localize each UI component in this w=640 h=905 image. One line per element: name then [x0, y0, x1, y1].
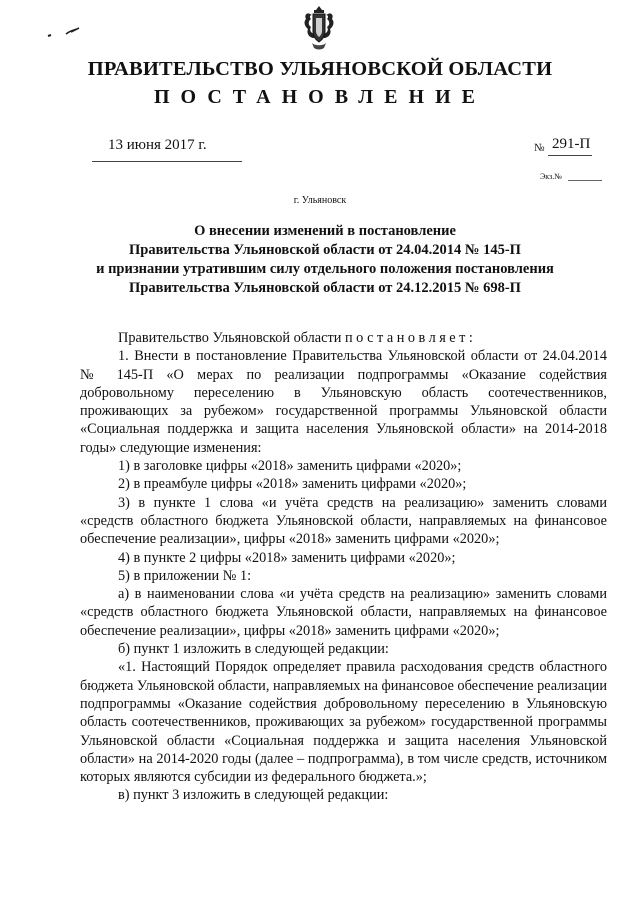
- body-paragraph: а) в наименовании слова «и учёта средств на реализацию» заменить словами «средств областного бюджета Ульяновской области, направляемых на финансовое обеспечение реализации», цифры «2018» заменить цифрами «2020»;: [80, 586, 607, 639]
- copy-number-label: Экз.№: [540, 172, 562, 181]
- document-body: [80, 329, 607, 805]
- intro-paragraph: [80, 329, 607, 347]
- body-paragraph: «1. Настоящий Порядок определяет правила расходования средств областного бюджета Ульяновской области, направляемых на финансовое обеспечение реализации подпрограммы «Оказание содействия добровольному переселению в Ульяновскую область соотечественников, проживающих за рубежом» государственной программы Ульяновской области «Социальная поддержка и защита населения Ульяновской области» на 2014-2020 годы (далее – подпрограмма), в том числе средств, источником которых являются субсидии из федерального бюджета.»;: [80, 659, 607, 786]
- government-name: ПРАВИТЕЛЬСТВО УЛЬЯНОВСКОЙ ОБЛАСТИ: [87, 58, 553, 80]
- city: г. Ульяновск: [293, 195, 347, 206]
- handwritten-mark-icon: [46, 26, 86, 40]
- title-line: Правительства Ульяновской области от 24.12.2015 № 698-П: [129, 280, 521, 296]
- title-line: и признании утратившим силу отдельного положения постановления: [96, 261, 554, 277]
- body-paragraph: 1. Внести в постановление Правительства Ульяновской области от 24.04.2014 № 145-П «О мерах по реализации подпрограммы «Оказание содействия добровольному переселению в Ульяновскую область соотечественников, проживающих за рубежом» государственной программы Ульяновской области «Социальная поддержка и защита населения Ульяновской области» на 2014-2018 годы» следующие изменения:: [80, 348, 607, 456]
- title-line: Правительства Ульяновской области от 24.04.2014 № 145-П: [129, 242, 521, 258]
- body-paragraph: 1) в заголовке цифры «2018» заменить цифрами «2020»;: [118, 458, 462, 475]
- coat-of-arms-icon: [300, 4, 338, 52]
- document-date: 13 июня 2017 г.: [108, 137, 207, 153]
- copy-number-line: [568, 180, 602, 181]
- body-paragraph: 5) в приложении № 1:: [118, 567, 252, 584]
- date-underline: [92, 161, 242, 162]
- intro-verb: постановляет:: [344, 330, 477, 346]
- body-paragraph: б) пункт 1 изложить в следующей редакции:: [118, 641, 389, 658]
- body-paragraph: 3) в пункте 1 слова «и учёта средств на реализацию» заменить словами «средств областного бюджета Ульяновской области, направляемых на финансовое обеспечение реализации», цифры «2018» заменить цифрами «2020»;: [80, 494, 607, 548]
- document-title: [80, 222, 570, 298]
- number-underline: [548, 155, 592, 156]
- number-sign: №: [534, 142, 545, 154]
- document-type: ПОСТАНОВЛЕНИЕ: [154, 86, 486, 108]
- intro-text: Правительство Ульяновской области: [118, 330, 345, 346]
- title-line: О внесении изменений в постановление: [194, 223, 456, 239]
- body-paragraph: 2) в преамбуле цифры «2018» заменить цифрами «2020»;: [118, 476, 467, 493]
- body-paragraph: 4) в пункте 2 цифры «2018» заменить цифрами «2020»;: [118, 549, 456, 566]
- document-number: 291-П: [552, 136, 591, 152]
- body-paragraph: в) пункт 3 изложить в следующей редакции:: [118, 787, 389, 804]
